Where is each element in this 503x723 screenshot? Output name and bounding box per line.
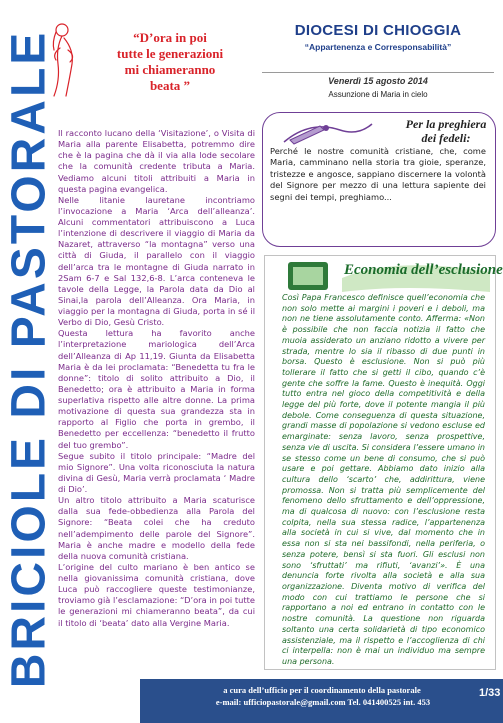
article-paragraph: Questa lettura ha favorito anche l’interpretazione mariologica dell’Arca dell’Alleanza di Ap 11,19. Giunta da Elisabetta Maria è da lei proclamata: “Benedetta tu fra le donne”: titolo di solito attribuito a Dio, il Benedetto; ora è attribuito a Maria in forma superlativa rispetto alle altre donne. La prima motivazione di questa sua grandezza sta in rapporto al Figlio che porta in grembo, il Benedetto per eccellenza: “benedetto il frutto del tuo grembo”.	[58, 328, 255, 450]
quote-line: “D’ora in poi	[133, 30, 207, 45]
writing-hand-icon	[280, 116, 376, 146]
article-paragraph: Nelle litanie lauretane incontriamo l’invocazione a Maria ‘Arca dell’alleanza’. Alcuni commentatori attribuiscono a Luca l’intenzione di descrivere il viaggio di Maria da Nazaret, attraverso “la montagna” verso una città di Giuda, il parallelo con il viaggio dell’arca tra le montagne di Giuda narrato in 2Sam 6-7 e Sal 132,6-8. L’arca conteneva le tavole della Legge, la Parola data da Dio al Sinai,la parola dell’Alleanza. Ora Maria, in viaggio per la montagna di Giuda, porta in sé il Verbo di Dio, Gesù Cristo.	[58, 194, 255, 328]
diocese-title: DIOCESI DI CHIOGGIA	[294, 22, 462, 39]
pregnant-figure-sketch	[42, 20, 80, 100]
quote-line: mi chiameranno	[124, 62, 216, 77]
footer-office: a cura dell’ufficio per il coordinamento della pastorale	[223, 685, 421, 695]
prayer-title	[392, 117, 500, 145]
quote-line: beata ”	[149, 78, 191, 93]
issue-number: 1/33	[479, 687, 501, 699]
economy-title: Economia dell’esclusione	[344, 262, 503, 278]
prayer-title-line: dei fedeli:	[421, 131, 471, 145]
quote-line: tutte le generazioni	[116, 46, 224, 61]
main-article	[58, 128, 255, 629]
briciole-banner	[4, 14, 54, 704]
footer-contact: e-mail: ufficiopastorale@gmail.com Tel. 041400525 int. 453	[215, 697, 431, 707]
article-paragraph: Un altro titolo attribuito a Maria scaturisce dalla sua fede-obbedienza alla Parola del Signore: “Beata colei che ha creduto nell’adempimento delle parole del Signore”. Maria è anche madre e modello della fede della nuova comunità cristiana.	[58, 495, 255, 561]
prayer-text: Perché le nostre comunità cristiane, che, come Maria, camminano nella storia tra gioie, speranze, tristezze e angosce, sappiano discernere la volontà del Signore per mezzo di una lettura sapiente dei segni dei tempi, preghiamo...	[270, 146, 486, 202]
header-divider	[262, 72, 494, 73]
article-paragraph: Segue subito il titolo principale: “Madre del mio Signore”. Una volta riconosciuta la natura divina di Gesù, Maria verrà proclamata ‘ Madre di Dio’.	[58, 450, 255, 494]
prayer-title-line: Per la preghiera	[405, 117, 487, 131]
diocese-motto: “Appartenenza e Corresponsabilità”	[304, 42, 452, 52]
economy-text: Così Papa Francesco definisce quell’economia che non solo mette ai margini i poveri e i deboli, ma non ne tiene assolutamente conto. Afferma: «Non è possibile che non faccia notizia il fatto che muoia assiderato un anziano ridotto a vivere per strada, mentre lo sia il ribasso di due punti in borsa. Questo è esclusione. Non si può più tollerare il fatto che si getti il cibo, quando c’è gente che soffre la fame. Questo è inequità. Oggi tutto entra nel gioco della competitività e della legge del più forte, dove il potente mangia il più debole. Come conseguenza di questa situazione, grandi masse di popolazione si vedono escluse ed emarginate: senza lavoro, senza prospettive, senza vie di uscita. Si considera l’essere umano in se stesso come un bene di consumo, che si può usare e poi gettare. Abbiamo dato inizio alla cultura dello ‘scarto’ che, addirittura, viene promossa. Non si tratta più semplicemente del fenomeno dello sfruttamento e dell’oppressione, ma di qualcosa di nuovo: con l’esclusione resta colpita, nella sua stessa radice, l’appartenenza alla società in cui si vive, dal momento che in essa non si sta nei bassifondi, nella periferia, o senza potere, bensì si sta fuori. Gli esclusi non sono ‘sfruttati’ ma rifiuti, ‘avanzi’». È una denuncia forte rivolta alla società e alla sua organizzazione. Diventa motivo di verifica del modo con cui trattiamo le persone che si rapportano a noi ed entrano in contatto con le nostre comunità. La questione non riguarda soltanto una certa solidarietà di tipo economico assistenziale, ma il rispetto e l’accoglienza di chi ci interpella: non è mai un individuo ma sempre una persona.	[282, 293, 485, 666]
magnificat-quote	[90, 30, 250, 94]
banner-text: BRICIOLE DI PASTORALE	[2, 29, 56, 689]
issue-date: Venerdì 15 agosto 2014	[328, 76, 428, 86]
article-paragraph: Il racconto lucano della ‘Visitazione’, o Visita di Maria alla parente Elisabetta, potremmo dire che è la pagina che dà il via alla lode secolare che la comunità credente tributa a Maria. Vediamo alcuni titoli attribuiti a Maria in questa pagina evangelica.	[58, 128, 255, 194]
feast-name: Assunzione di Maria in cielo	[328, 90, 428, 99]
article-paragraph: L’origine del culto mariano è ben antico se nella giovanissima comunità cristiana, dove Luca può raccogliere queste testimonianze, troviamo già l’esclamazione: “D’ora in poi tutte le generazioni mi chiameranno beata”, da cui il titolo di ‘beata’ dato alla Vergine Maria.	[58, 561, 255, 628]
